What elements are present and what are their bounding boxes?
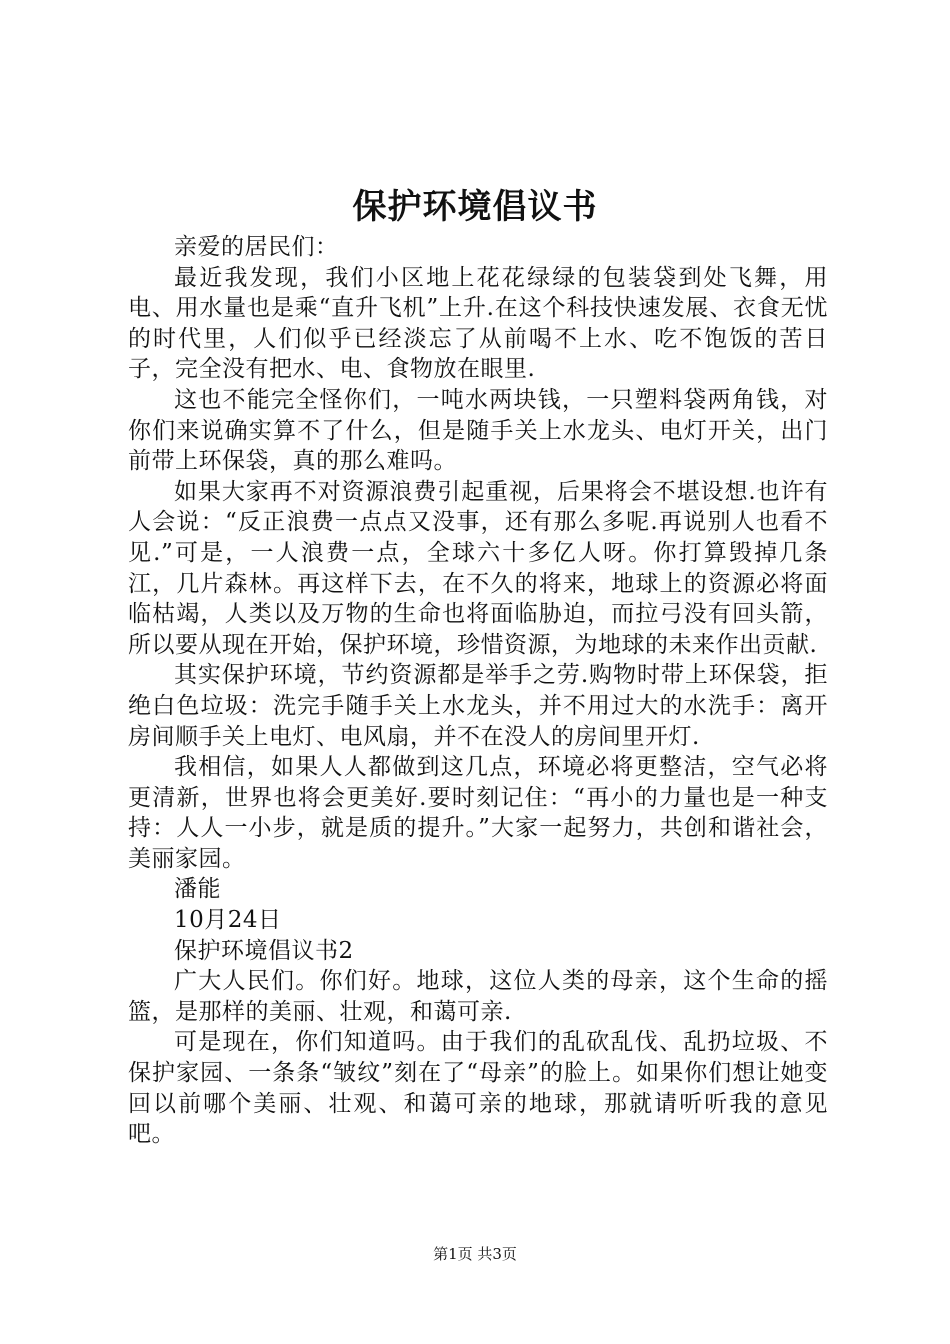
paragraph: 这也不能完全怪你们，一吨水两块钱，一只塑料袋两角钱，对你们来说确实算不了什么，但是随手关上水龙头、电灯开关，出门前带上环保袋，真的那么难吗。	[128, 386, 828, 475]
document-title: 保护环境倡议书	[352, 187, 598, 227]
salutation: 亲爱的居民们：	[174, 234, 339, 260]
paragraph: 其实保护环境，节约资源都是举手之劳.购物时带上环保袋，拒绝白色垃圾：洗完手随手关上水龙头，并不用过大的水洗手：离开房间顺手关上电灯、电风扇，并不在没人的房间里开灯.	[128, 662, 828, 750]
paragraph: 如果大家再不对资源浪费引起重视，后果将会不堪设想.也许有人会说：“反正浪费一点点又没事，还有那么多呢.再说别人也看不见.”可是，一人浪费一点，全球六十多亿人呀。你打算毁掉几条江，几片森林。再这样下去，在不久的将来，地球上的资源必将面临枯竭，人类以及万物的生命也将面临胁迫，而拉弓没有回头箭，所以要从现在开始，保护环境，珍惜资源，为地球的未来作出贡献.	[128, 478, 828, 658]
signature-date: 10月24日	[174, 907, 282, 934]
document-body	[128, 232, 828, 1150]
signature-name: 潘能	[174, 876, 221, 903]
paragraph: 我相信，如果人人都做到这几点，环境必将更整洁，空气必将更清新，世界也将会更美好.要时刻记住：“再小的力量也是一种支持：人人一小步，就是质的提升。”大家一起努力，共创和谐社会，美丽家园。	[128, 754, 828, 872]
paragraph: 最近我发现，我们小区地上花花绿绿的包装袋到处飞舞，用电、用水量也是乘“直升飞机”上升.在这个科技快速发展、衣食无忧的时代里，人们似乎已经淡忘了从前喝不上水、吃不饱饭的苦日子，完全没有把水、电、食物放在眼里.	[128, 264, 828, 383]
paragraph: 可是现在，你们知道吗。由于我们的乱砍乱伐、乱扔垃圾、不保护家园、一条条“皱纹”刻在了“母亲”的脸上。如果你们想让她变回以前哪个美丽、壮观、和蔼可亲的地球，那就请听听我的意见吧。	[128, 1029, 828, 1148]
section-heading: 保护环境倡议书2	[174, 937, 354, 964]
page-footer: 第1页 共3页	[433, 1245, 517, 1263]
paragraph: 广大人民们。你们好。地球，这位人类的母亲，这个生命的摇篮，是那样的美丽、壮观，和蔼可亲.	[128, 968, 828, 1025]
